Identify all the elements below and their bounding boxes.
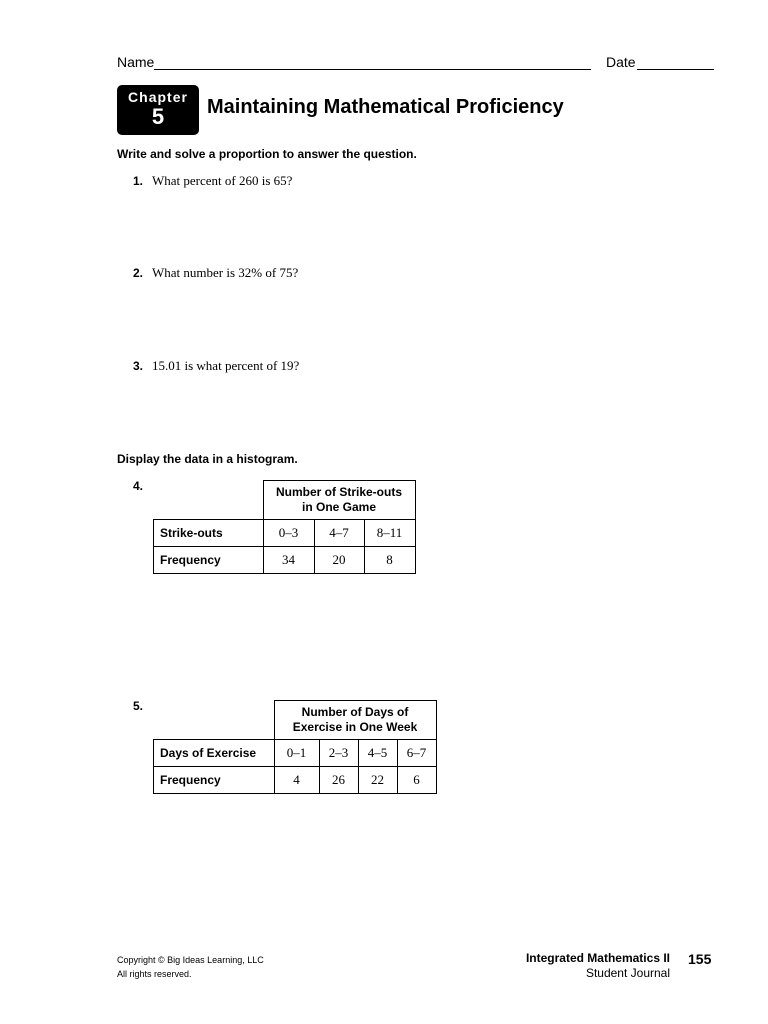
- category-cell: 8–11: [364, 520, 415, 547]
- row-label: Frequency: [154, 767, 275, 794]
- question-1-text: What percent of 260 is 65?: [152, 173, 293, 188]
- page-title: Maintaining Mathematical Proficiency: [207, 96, 564, 118]
- table-caption: Number of Strike-outs in One Game: [263, 481, 415, 520]
- table-caption-row: [154, 701, 437, 740]
- category-cell: 0–1: [274, 740, 319, 767]
- strikeouts-frequency-table: [153, 480, 416, 574]
- row-label: Frequency: [154, 547, 264, 574]
- value-cell: 8: [364, 547, 415, 574]
- table-blank-cell: [154, 481, 264, 520]
- category-cell: 0–3: [263, 520, 314, 547]
- chapter-word: Chapter: [128, 89, 188, 105]
- row-label: Strike-outs: [154, 520, 264, 547]
- section2-instruction: Display the data in a histogram.: [117, 452, 298, 466]
- chapter-number: 5: [151, 104, 165, 129]
- question-2-number: 2.: [133, 266, 144, 280]
- name-label: Name: [117, 54, 155, 70]
- name-line: [154, 69, 591, 70]
- table-row: [154, 740, 437, 767]
- row-label: Days of Exercise: [154, 740, 275, 767]
- page-number: 155: [688, 951, 712, 967]
- category-cell: 6–7: [397, 740, 436, 767]
- table-caption-row: [154, 481, 416, 520]
- question-3-text: 15.01 is what percent of 19?: [152, 358, 300, 373]
- book-title: Integrated Mathematics II: [525, 951, 670, 965]
- problem-5-number: 5.: [133, 699, 144, 713]
- category-cell: 4–7: [314, 520, 364, 547]
- copyright-text: Copyright © Big Ideas Learning, LLC: [117, 955, 264, 965]
- category-cell: 4–5: [358, 740, 397, 767]
- value-cell: 20: [314, 547, 364, 574]
- footer-book-info: [526, 951, 670, 981]
- footer-copyright: [117, 953, 264, 981]
- value-cell: 22: [358, 767, 397, 794]
- section1-instruction: Write and solve a proportion to answer the question.: [117, 147, 417, 161]
- date-line: [637, 69, 714, 70]
- exercise-frequency-table: [153, 700, 437, 794]
- table-row: [154, 767, 437, 794]
- chapter-badge: [117, 85, 199, 135]
- table-row: [154, 520, 416, 547]
- value-cell: 6: [397, 767, 436, 794]
- book-subtitle: Student Journal: [585, 966, 670, 980]
- rights-text: All rights reserved.: [117, 969, 192, 979]
- question-3-number: 3.: [133, 359, 144, 373]
- category-cell: 2–3: [319, 740, 358, 767]
- table-caption: Number of Days of Exercise in One Week: [274, 701, 436, 740]
- problem-4-number: 4.: [133, 479, 144, 493]
- value-cell: 34: [263, 547, 314, 574]
- table-row: [154, 547, 416, 574]
- question-2-text: What number is 32% of 75?: [152, 265, 299, 280]
- date-label: Date: [606, 54, 636, 70]
- question-1-number: 1.: [133, 174, 144, 188]
- value-cell: 4: [274, 767, 319, 794]
- value-cell: 26: [319, 767, 358, 794]
- table-blank-cell: [154, 701, 275, 740]
